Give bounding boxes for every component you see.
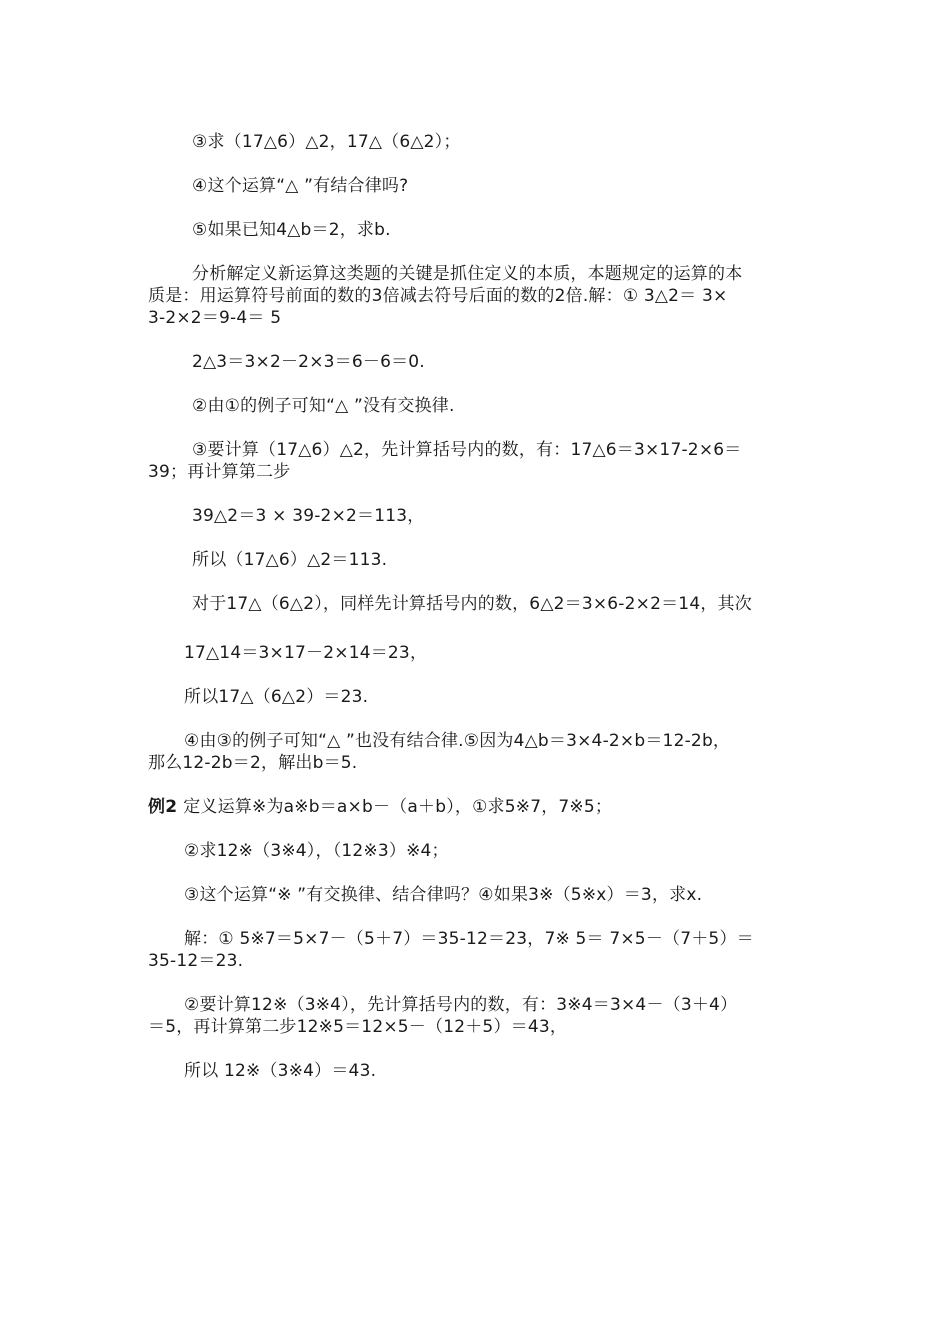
text-line: ⑤如果已知4△b＝2，求b. (192, 220, 391, 240)
text-line: ③这个运算“※ ”有交换律、结合律吗？④如果3※（5※x）＝3，求x. (184, 885, 703, 905)
text-line: ④由③的例子可知“△ ”也没有结合律.⑤因为4△b＝3×4-2×b＝12-2b， (184, 731, 731, 751)
text-line: ②求12※（3※4），（12※3）※4； (184, 841, 449, 861)
example-2-line (148, 796, 612, 818)
text-line: 39△2＝3 × 39-2×2＝113， (192, 506, 425, 526)
text-line: 2△3＝3×2－2×3＝6－6＝0. (192, 352, 425, 372)
text-line: ③要计算（17△6）△2，先计算括号内的数，有：17△6＝3×17-2×6＝ (192, 440, 742, 460)
text-line: ＝5，再计算第二步12※5＝12×5－（12＋5）＝43， (148, 1017, 568, 1037)
text-line: 3-2×2＝9-4＝ 5 (148, 308, 282, 328)
text-line: 那么12-2b＝2，解出b＝5. (148, 753, 358, 773)
text-line: 39；再计算第二步 (148, 462, 291, 482)
text-line: 所以17△（6△2）＝23. (184, 687, 369, 707)
text-line: 定义运算※为a※b＝a×b－（a＋b），①求5※7，7※5； (183, 797, 613, 817)
text-line: 质是：用运算符号前面的数的3倍减去符号后面的数的2倍.解：① 3△2＝ 3× (148, 286, 728, 306)
text-line: ③求（17△6）△2，17△（6△2）； (192, 132, 461, 152)
text-line: 分析解定义新运算这类题的关键是抓住定义的本质，本题规定的运算的本 (192, 264, 743, 284)
text-line: 解：① 5※7＝5×7－（5＋7）＝35-12＝23，7※ 5＝ 7×5－（7＋5）＝ (184, 929, 754, 949)
text-line: 对于17△（6△2），同样先计算括号内的数，6△2＝3×6-2×2＝14，其次 (192, 594, 752, 614)
text-line: ④这个运算“△ ”有结合律吗? (192, 176, 409, 196)
text-line: 17△14＝3×17－2×14＝23， (184, 643, 428, 663)
text-line: 所以（17△6）△2＝113. (192, 550, 388, 570)
text-line: 35-12＝23. (148, 951, 244, 971)
text-line: 所以 12※（3※4）＝43. (184, 1061, 377, 1081)
text-line: ②由①的例子可知“△ ”没有交换律. (192, 396, 455, 416)
example-2-label: 例2 (148, 797, 178, 817)
text-line: ②要计算12※（3※4），先计算括号内的数，有：3※4＝3×4－（3＋4） (184, 995, 738, 1015)
